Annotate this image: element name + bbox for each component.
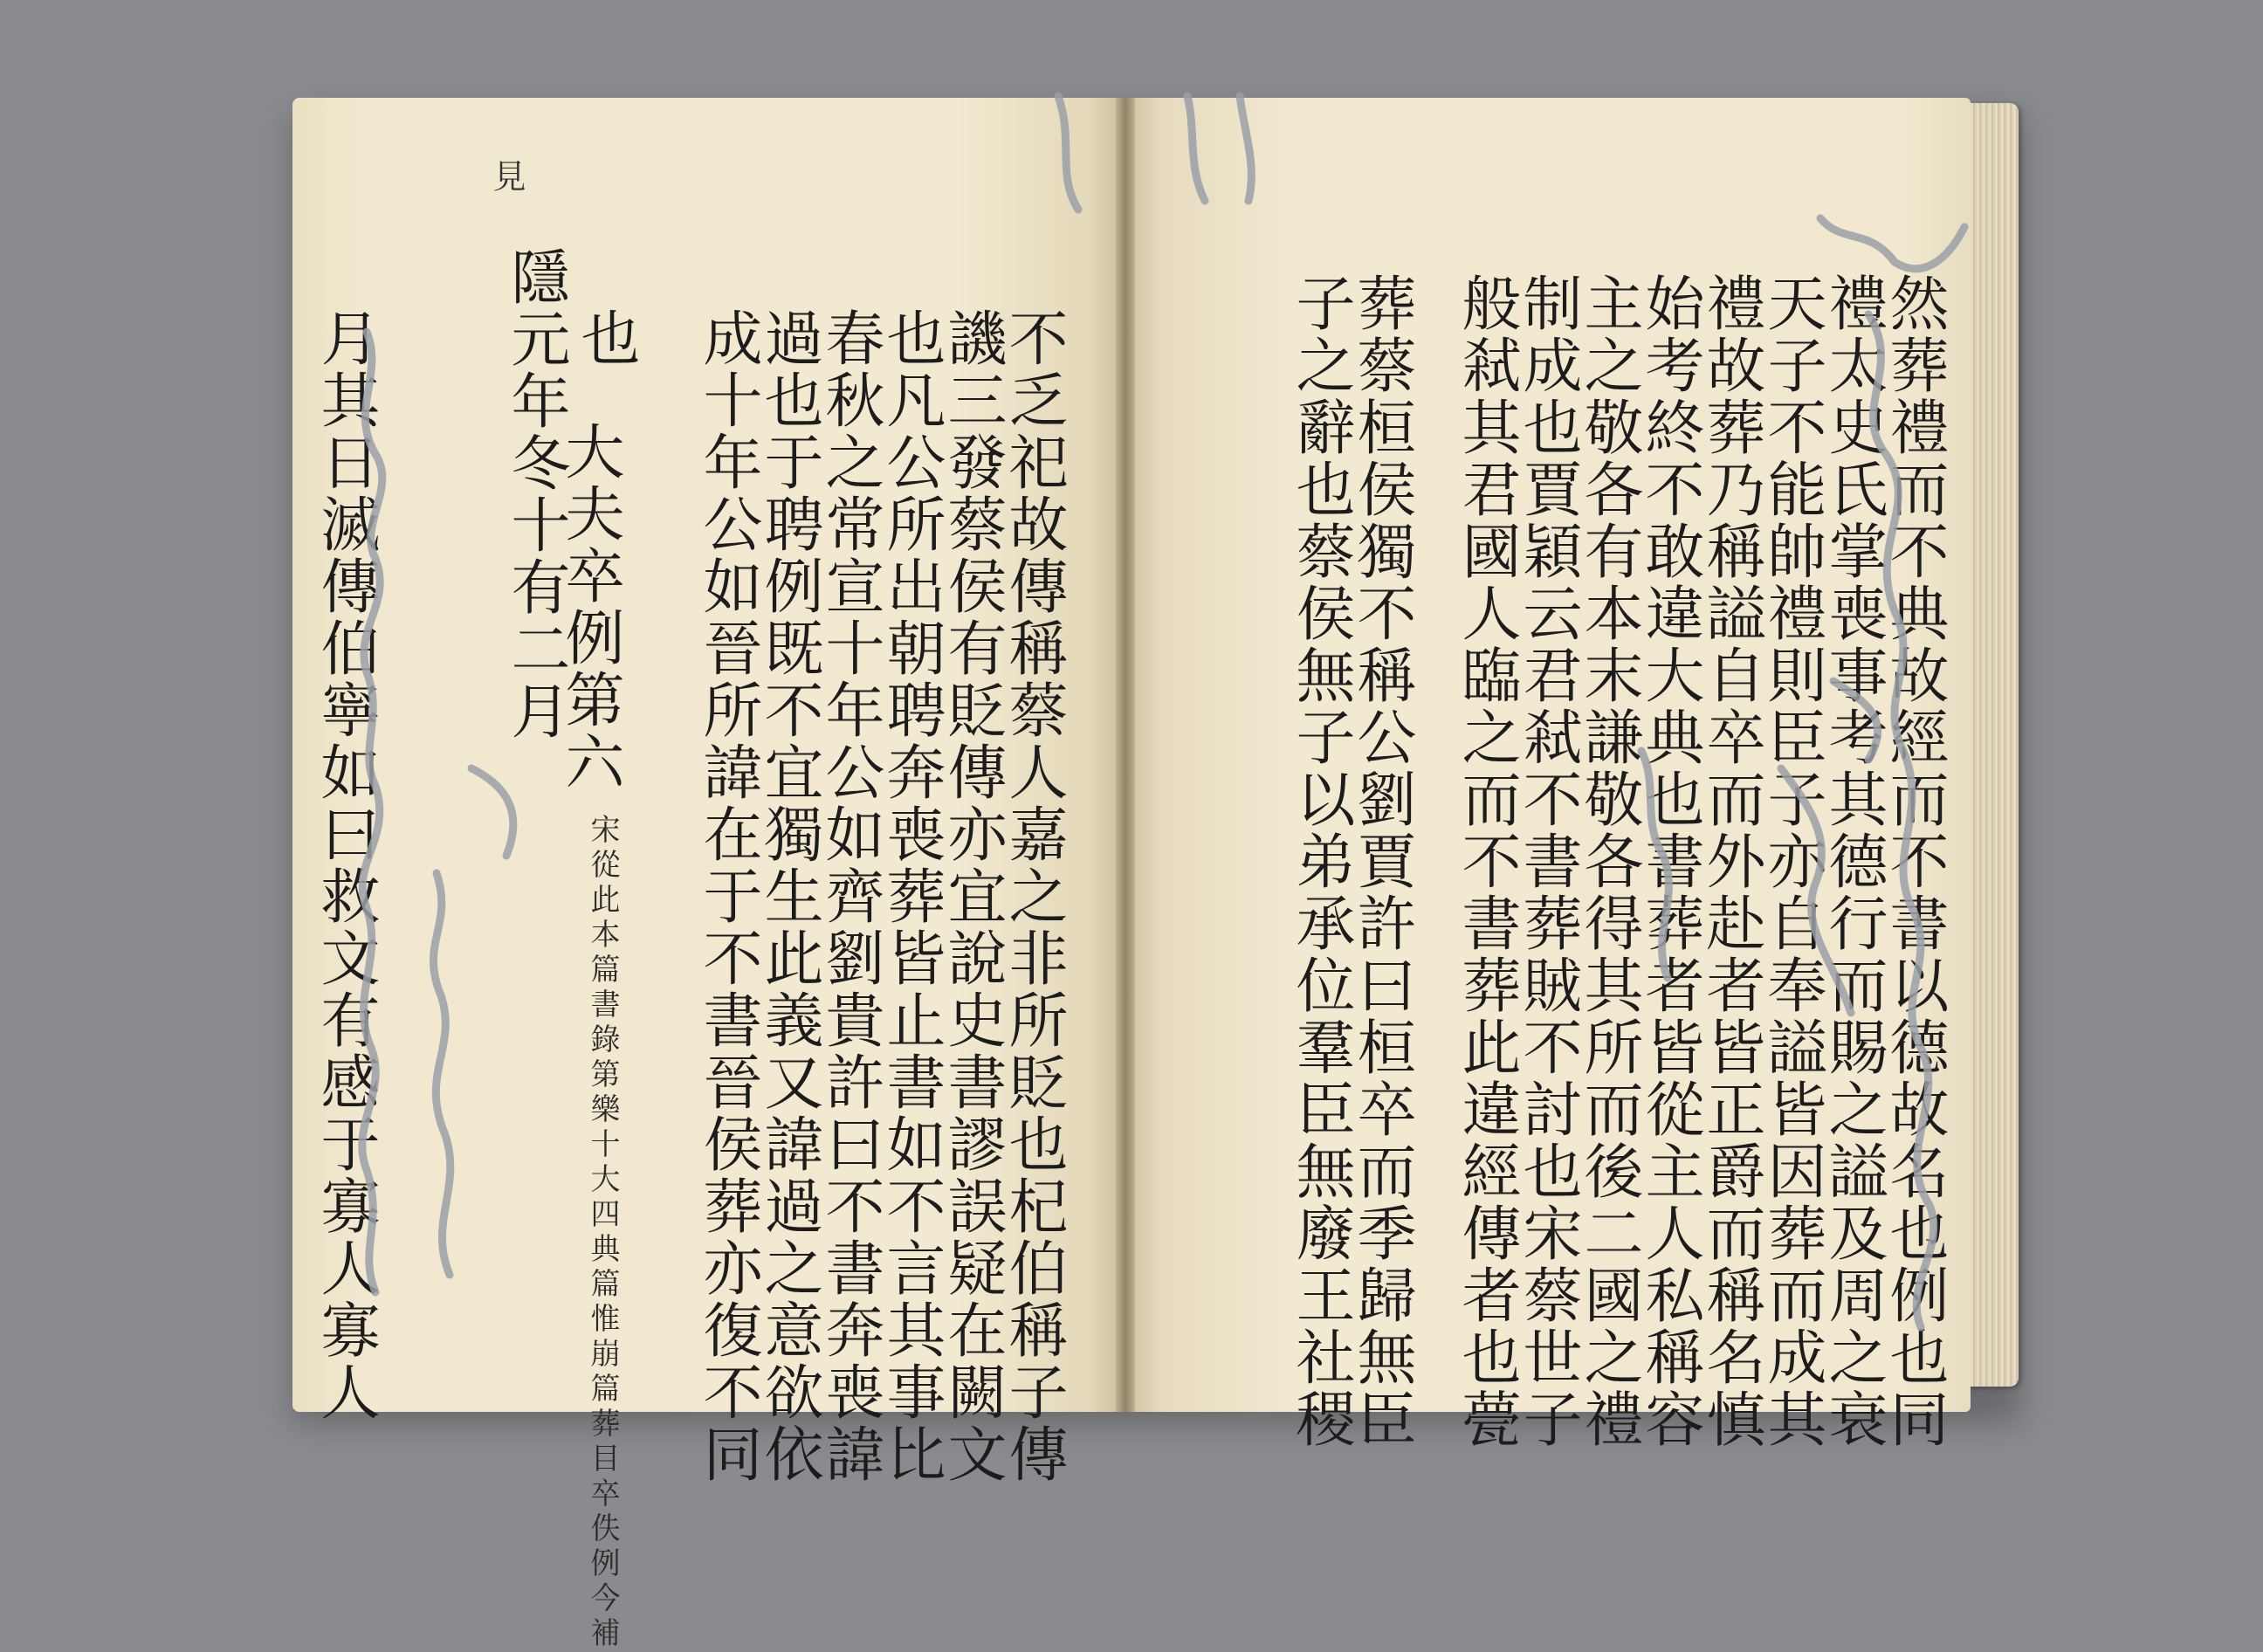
right-text-column-1: 然葬禮而不典故經而不書以德故名也例也同 (1880, 272, 1949, 1450)
right-text-column-7: 制成也賈穎云君弒不書葬賊不討也宋蔡世子 (1513, 272, 1582, 1450)
right-text-column-8: 般弒其君國人臨之而不書葬此違經傳者也甍 (1452, 272, 1521, 1450)
page-marker: 見 (487, 159, 526, 195)
right-text-column-10: 子之辭也蔡侯無子以弟承位羣臣無廢王社稷 (1286, 272, 1355, 1450)
last-column: 月其日滅傳伯寧如曰救文有感于寡人寡人 (311, 307, 380, 1423)
right-text-column-4: 禮故葬乃稱謚自卒而外赴者皆正爵而稱名慎 (1696, 272, 1765, 1450)
text-column-4: 春秋之常宣十年公如齊劉貴許曰不書奔喪諱 (815, 307, 884, 1485)
entry-heading: 隱元年冬十有二月 (501, 246, 570, 742)
right-text-column-2: 禮太史氏掌喪事考其德行而賜之謚及周之衰 (1819, 272, 1888, 1450)
right-text-column-3: 天子不能帥禮則臣子亦自奉謚皆因葬而成其 (1757, 272, 1826, 1450)
text-column-3: 也凡公所出朝聘奔喪葬皆止書如不言其事比 (877, 307, 946, 1485)
text-column-1: 不乏祀故傳稱蔡人嘉之非所貶也杞伯稱子傳 (999, 307, 1068, 1485)
small-note: 宋從此本篇書錄第樂十大四典篇惟崩篇葬目卒佚例今補 (585, 814, 620, 1652)
entry-line-2: 大夫卒例第六 (555, 421, 624, 793)
right-text-column-6: 主之敬各有本末謙敬各得其所而後二國之禮 (1574, 272, 1643, 1450)
text-column-5: 過也于聘例既不宜獨生此義又諱過之意欲依 (754, 307, 823, 1485)
text-column-6: 成十年公如晉所諱在于不書晉侯葬亦復不同 (693, 307, 762, 1485)
text-column-2: 譏三發蔡侯有貶傳亦宜說史書謬誤疑在闕文 (938, 307, 1007, 1485)
right-text-column-9: 葬蔡桓侯獨不稱公劉賈許曰桓卒而季歸無臣 (1347, 272, 1416, 1450)
right-text-column-5: 始考終不敢違大典也書葬者皆從主人私稱容 (1635, 272, 1704, 1450)
text-column-7: 也 (571, 307, 640, 369)
